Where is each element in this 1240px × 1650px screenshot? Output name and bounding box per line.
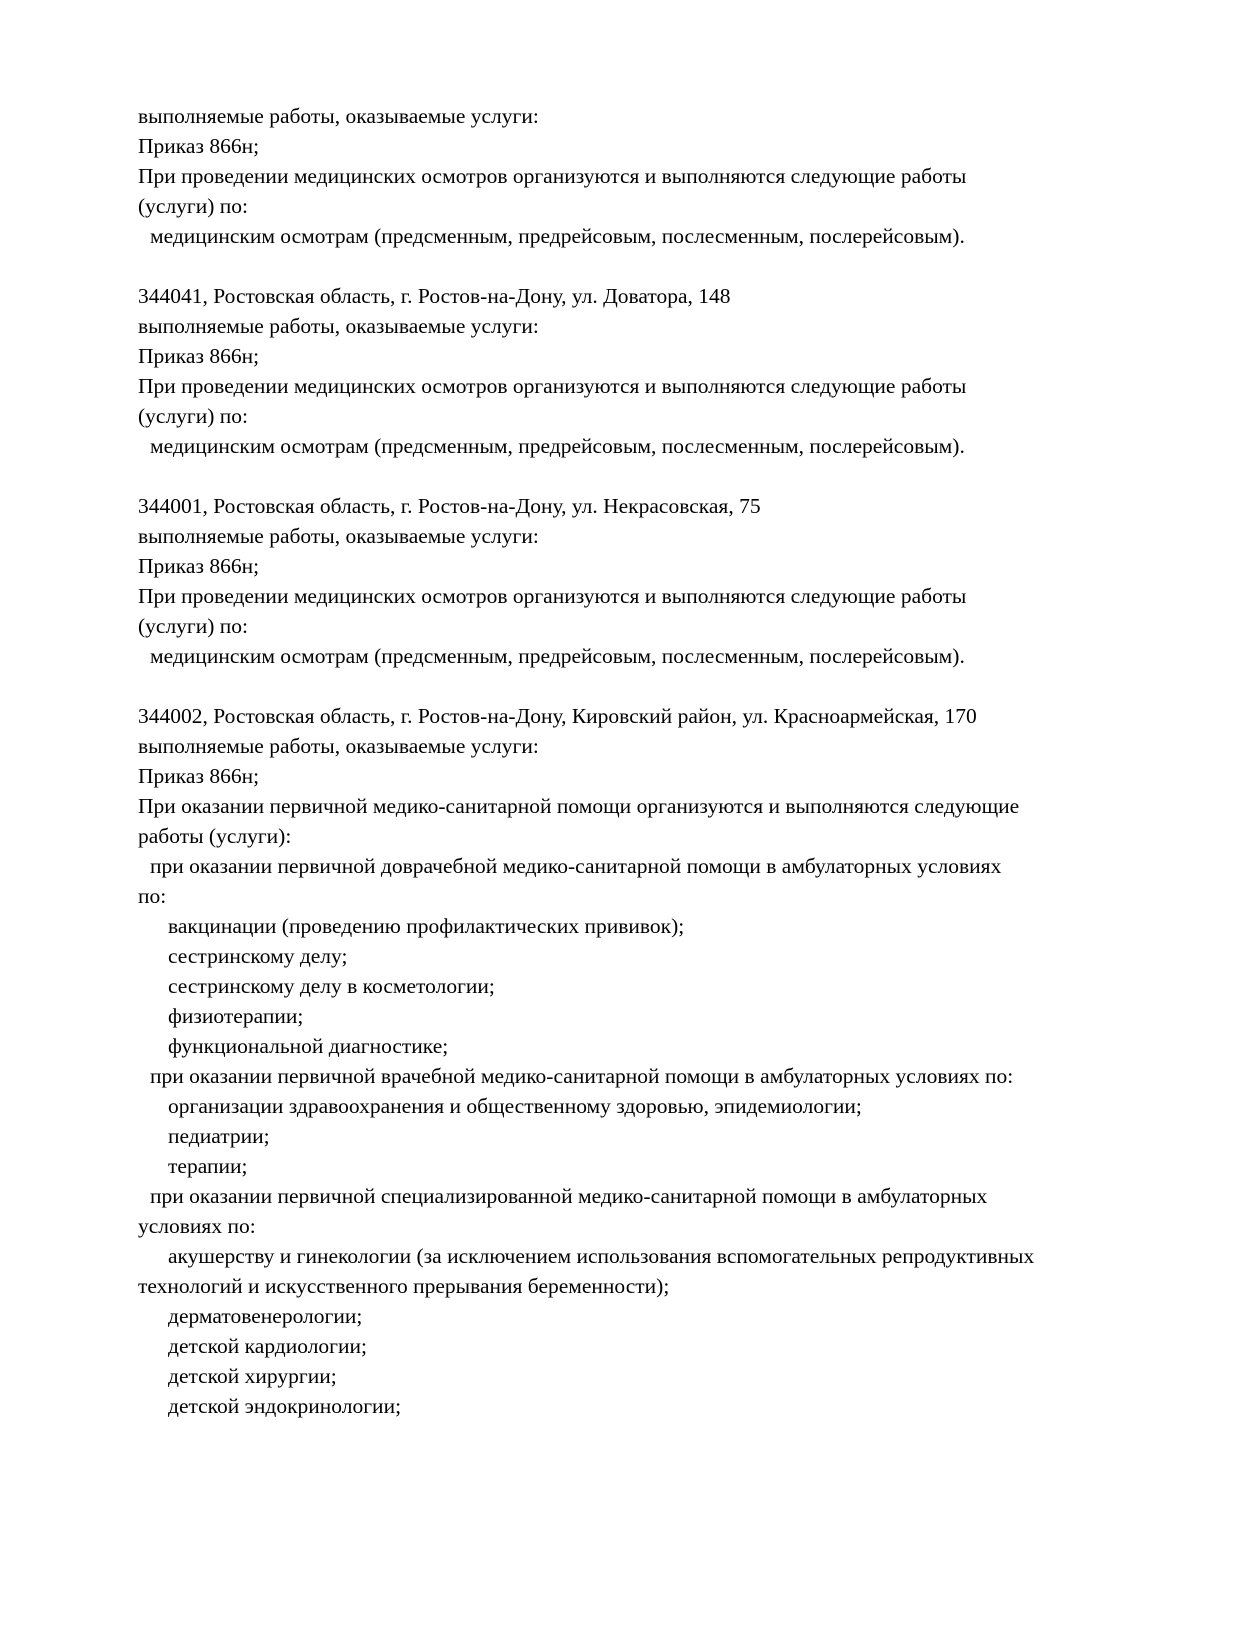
text-line: при оказании первичной специализированной медико-санитарной помощи в амбулаторных — [150, 1184, 988, 1208]
text-line: При проведении медицинских осмотров организуются и выполняются следующие работы — [138, 374, 967, 398]
text-line: условиях по: — [138, 1214, 256, 1238]
text-line: При проведении медицинских осмотров организуются и выполняются следующие работы — [138, 584, 967, 608]
text-line: Приказ 866н; — [138, 764, 260, 788]
text-line: технологий и искусственного прерывания беременности); — [138, 1274, 670, 1298]
text-line: дерматовенерологии; — [168, 1304, 363, 1328]
text-line: вакцинации (проведению профилактических прививок); — [168, 914, 685, 938]
text-line: акушерству и гинекологии (за исключением использования вспомогательных репродуктивных — [168, 1244, 1035, 1268]
address-line: 344041, Ростовская область, г. Ростов-на-Дону, ул. Доватора, 148 — [138, 284, 731, 308]
text-line: выполняемые работы, оказываемые услуги: — [138, 734, 539, 758]
text-line: Приказ 866н; — [138, 554, 260, 578]
text-line: медицинским осмотрам (предсменным, предрейсовым, послесменным, послерейсовым). — [150, 224, 965, 248]
text-line: при оказании первичной доврачебной медико-санитарной помощи в амбулаторных условиях — [150, 854, 1002, 878]
text-line: по: — [138, 884, 167, 908]
license-address-section — [138, 281, 1200, 461]
text-line: организации здравоохранения и общественному здоровью, эпидемиологии; — [168, 1094, 862, 1118]
text-line: педиатрии; — [168, 1124, 270, 1148]
text-line: (услуги) по: — [138, 614, 249, 638]
text-line: функциональной диагностике; — [168, 1034, 449, 1058]
text-line: выполняемые работы, оказываемые услуги: — [138, 104, 539, 128]
license-address-section — [138, 491, 1200, 671]
address-line: 344001, Ростовская область, г. Ростов-на-Дону, ул. Некрасовская, 75 — [138, 494, 761, 518]
text-line: при оказании первичной врачебной медико-санитарной помощи в амбулаторных условиях по: — [150, 1064, 1014, 1088]
text-line: детской кардиологии; — [168, 1334, 367, 1358]
text-line: сестринскому делу в косметологии; — [168, 974, 495, 998]
license-address-section — [138, 701, 1200, 1421]
text-line: медицинским осмотрам (предсменным, предрейсовым, послесменным, послерейсовым). — [150, 644, 965, 668]
text-line: работы (услуги): — [138, 824, 292, 848]
text-line: При проведении медицинских осмотров организуются и выполняются следующие работы — [138, 164, 967, 188]
text-line: детской эндокринологии; — [168, 1394, 402, 1418]
address-line: 344002, Ростовская область, г. Ростов-на-Дону, Кировский район, ул. Красноармейская, 170 — [138, 704, 977, 728]
license-address-section — [138, 101, 1200, 251]
text-line: медицинским осмотрам (предсменным, предрейсовым, послесменным, послерейсовым). — [150, 434, 965, 458]
text-line: сестринскому делу; — [168, 944, 348, 968]
text-line: детской хирургии; — [168, 1364, 337, 1388]
text-line: Приказ 866н; — [138, 134, 260, 158]
text-line: выполняемые работы, оказываемые услуги: — [138, 314, 539, 338]
text-line: выполняемые работы, оказываемые услуги: — [138, 524, 539, 548]
text-line: (услуги) по: — [138, 194, 249, 218]
text-line: терапии; — [168, 1154, 248, 1178]
text-line: Приказ 866н; — [138, 344, 260, 368]
text-line: (услуги) по: — [138, 404, 249, 428]
text-line: При оказании первичной медико-санитарной помощи организуются и выполняются следующие — [138, 794, 1020, 818]
text-line: физиотерапии; — [168, 1004, 304, 1028]
